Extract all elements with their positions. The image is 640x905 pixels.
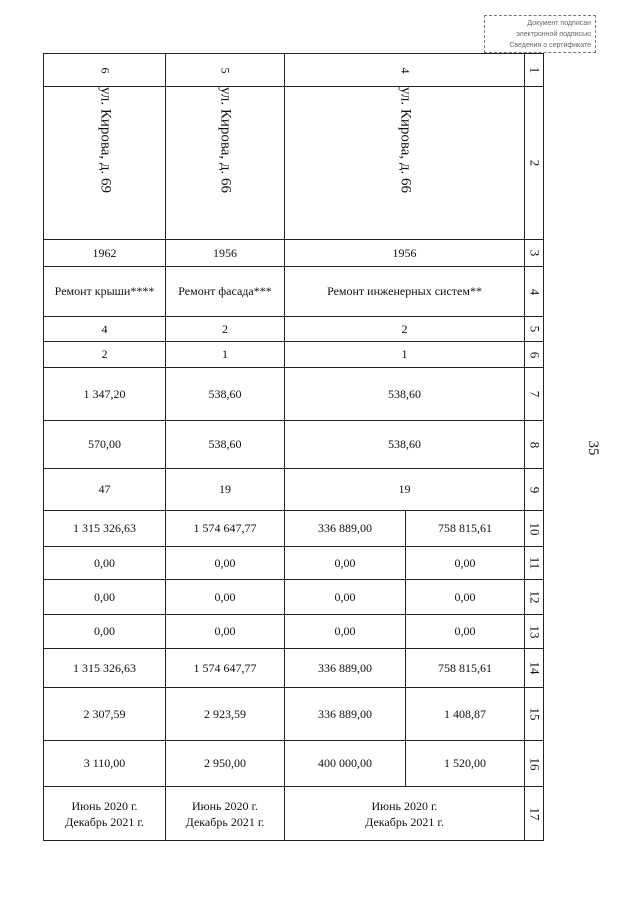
row-index: 7: [525, 368, 544, 421]
cell: 0,00: [166, 547, 285, 580]
cell: 1 315 326,63: [44, 649, 166, 688]
cell: 538,60: [166, 421, 285, 469]
cell: [285, 787, 525, 841]
table-row: [44, 469, 544, 511]
page-number: 35: [585, 440, 601, 456]
cell: 758 815,61: [406, 511, 525, 547]
cell: 336 889,00: [285, 649, 406, 688]
cell: 0,00: [44, 580, 166, 615]
stamp-line-3: Сведения о сертификате: [509, 42, 591, 49]
stamp-line-1: Документ подписан: [527, 20, 591, 27]
cell: [44, 787, 166, 841]
cell: 1956: [285, 240, 525, 267]
cell: 0,00: [166, 580, 285, 615]
cell: 1956: [166, 240, 285, 267]
cell: 0,00: [285, 615, 406, 649]
table-row: [44, 267, 544, 317]
table-row: [44, 54, 544, 87]
row-index: 5: [525, 317, 544, 342]
signature-stamp: [484, 15, 596, 53]
table-row: [44, 615, 544, 649]
cell: 0,00: [406, 580, 525, 615]
table-row: [44, 511, 544, 547]
stamp-line-2: электронной подписью: [516, 31, 591, 38]
cell: 1 315 326,63: [44, 511, 166, 547]
cell: 1 574 647,77: [166, 511, 285, 547]
cell: 0,00: [44, 615, 166, 649]
cell: 570,00: [44, 421, 166, 469]
row-index: 8: [525, 421, 544, 469]
row-index: 1: [525, 54, 544, 87]
table-row: [44, 649, 544, 688]
cell: 2: [44, 342, 166, 368]
table-row: [44, 87, 544, 240]
col4-address: ул. Кирова, д. 66: [285, 87, 525, 240]
cell: 1 520,00: [406, 741, 525, 787]
cell: Ремонт инженерных систем**: [285, 267, 525, 317]
cell: Ремонт крыши****: [44, 267, 166, 317]
cell: 1 347,20: [44, 368, 166, 421]
row-index: 13: [525, 615, 544, 649]
table-row: [44, 741, 544, 787]
row-index: 9: [525, 469, 544, 511]
cell: 2: [166, 317, 285, 342]
cell-line: Июнь 2020 г.: [71, 798, 138, 813]
row-index: 3: [525, 240, 544, 267]
cell-line: Декабрь 2021 г.: [185, 814, 265, 829]
cell: 1 408,87: [406, 688, 525, 741]
cell: 538,60: [285, 368, 525, 421]
row-index: 17: [525, 787, 544, 841]
cell: 336 889,00: [285, 688, 406, 741]
table-row: [44, 342, 544, 368]
cell-line: Июнь 2020 г.: [191, 798, 259, 813]
table-row: [44, 787, 544, 841]
table-row: [44, 368, 544, 421]
table-row: [44, 317, 544, 342]
cell: 1: [166, 342, 285, 368]
cell-line: Июнь 2020 г.: [371, 798, 438, 813]
row-index: 10: [525, 511, 544, 547]
col6-address: ул. Кирова, д. 69: [44, 87, 166, 240]
row-index: 12: [525, 580, 544, 615]
cell: 2 307,59: [44, 688, 166, 741]
cell: 2: [285, 317, 525, 342]
cell: 538,60: [285, 421, 525, 469]
cell: 19: [285, 469, 525, 511]
row-index: 6: [525, 342, 544, 368]
cell: 0,00: [285, 547, 406, 580]
cell: 758 815,61: [406, 649, 525, 688]
repair-table: [43, 53, 544, 841]
row-index: 14: [525, 649, 544, 688]
cell: 0,00: [406, 547, 525, 580]
cell: 1 574 647,77: [166, 649, 285, 688]
row-index: 4: [525, 267, 544, 317]
cell: [166, 787, 285, 841]
table-row: [44, 580, 544, 615]
cell: 2 923,59: [166, 688, 285, 741]
cell-line: Декабрь 2021 г.: [365, 814, 444, 829]
row-index: 2: [525, 87, 544, 240]
col4-number: 4: [285, 54, 525, 87]
cell: 2 950,00: [166, 741, 285, 787]
col5-address: ул. Кирова, д. 66: [166, 87, 285, 240]
cell: 400 000,00: [285, 741, 406, 787]
cell: 0,00: [285, 580, 406, 615]
table-row: [44, 688, 544, 741]
table-row: [44, 547, 544, 580]
row-index: 15: [525, 688, 544, 741]
cell: 4: [44, 317, 166, 342]
table-row: [44, 421, 544, 469]
cell: 19: [166, 469, 285, 511]
cell: 336 889,00: [285, 511, 406, 547]
cell: 0,00: [166, 615, 285, 649]
row-index: 16: [525, 741, 544, 787]
cell: 3 110,00: [44, 741, 166, 787]
cell: 538,60: [166, 368, 285, 421]
cell: 47: [44, 469, 166, 511]
cell: 0,00: [406, 615, 525, 649]
cell-line: Декабрь 2021 г.: [65, 814, 144, 829]
cell: 0,00: [44, 547, 166, 580]
row-index: 11: [525, 547, 544, 580]
cell: 1962: [44, 240, 166, 267]
col5-number: 5: [166, 54, 285, 87]
table-row: [44, 240, 544, 267]
col6-number: 6: [44, 54, 166, 87]
cell: 1: [285, 342, 525, 368]
cell: Ремонт фасада***: [166, 267, 285, 317]
